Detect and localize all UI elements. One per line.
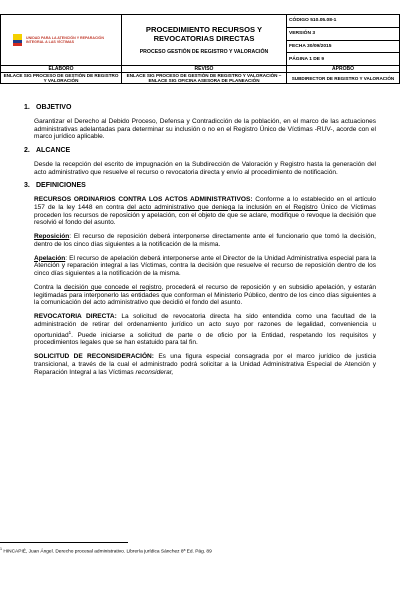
logo-cell — [1, 15, 122, 66]
approved-label: APROBÓ — [287, 66, 400, 73]
definition-recursos-ordinarios — [34, 196, 376, 227]
section-alcance-heading — [24, 147, 376, 155]
section-title: OBJETIVO — [36, 104, 72, 111]
definition-text: : El recurso de reposición deberá interponerse directamente ante el funcionario que tomó la decisión, dentro de los cinco días siguientes a la notificación de la misma. — [34, 233, 376, 248]
objetivo-paragraph: Garantizar el Derecho al Debido Proceso, Defensa y Contradicción de la población, en el marco de las actuaciones administrativas adelantadas para determinar su inclusión o no en el Registro Único de Víctimas -RUV-, acorde con el marco jurídico aplicable. — [34, 117, 376, 141]
document-date: FECHA 30/09/2015 — [289, 43, 332, 49]
reviewed-by: ENLACE SIG PROCESO DE GESTIÓN DE REGISTRO Y VALORACIÓN – ENLACE SIG OFICINA ASESORA DE PLANEACIÓN — [122, 73, 287, 84]
italic-text: reconsiderar, — [135, 368, 174, 376]
page-cell — [287, 53, 400, 66]
code-cell — [287, 15, 400, 28]
document-body — [24, 104, 376, 382]
document-code: CÓDIGO 510.05.08-1 — [289, 18, 337, 24]
definition-text: Único de Víctimas proceden los recursos de reposición y apelación, con el objeto de que se aclare, modifique o revoque la decisión que resolvió el fondo del asunto. — [34, 203, 376, 227]
section-number: 1. — [24, 104, 30, 111]
definition-text: , procederá el recurso de reposición y en subsidio apelación, y estarán legitimadas para interponerlo las entidades que conforman el Ministerio Público, dentro de los cinco días siguientes a la comunicación del acto administrativo que decidió el fondo del asunto. — [34, 283, 376, 307]
definition-text: : El recurso de apelación deberá interponerse ante el Director de la Unidad Administrativa especial para la Atención y reparación integral a las Víctimas, contra la decisión que resuelve el recurso de reposición dentro de los cinco días siguientes a la notificación de la misma. — [34, 254, 376, 277]
underlined-text: decisión que concede el registro — [64, 283, 162, 291]
footnote-divider — [0, 542, 128, 543]
elaborated-by: ENLACE SIG PROCESO DE GESTIÓN DE REGISTRO Y VALORACIÓN — [1, 73, 122, 84]
date-cell — [287, 40, 400, 53]
document-process: PROCESO GESTIÓN DE REGISTRO Y VALORACIÓN — [139, 49, 269, 55]
definition-revocatoria-directa — [34, 313, 376, 347]
section-number: 3. — [24, 182, 30, 190]
footnote-marker: 1 — [68, 329, 72, 335]
definition-term: RECURSOS ORDINARIOS CONTRA LOS ACTOS ADMINISTRATIVOS: — [34, 196, 253, 203]
section-definiciones-heading — [24, 182, 376, 190]
elaborated-label: ELABORÓ — [1, 66, 122, 73]
definition-text: La solicitud de revocatoria directa ha sido entendida como una facultad de la administración de retirar del ordenamiento jurídico un acto suyo por razones de legalidad, conveniencia u oportunidad — [34, 313, 376, 339]
document-header — [0, 14, 400, 84]
document-version: VERSIÓN 3 — [289, 31, 316, 37]
footnote — [0, 547, 380, 555]
definition-apelacion — [34, 255, 376, 278]
definition-reposicion — [34, 233, 376, 249]
section-title: ALCANCE — [36, 147, 71, 154]
definition-term: SOLICITUD DE RECONSIDERACIÓN: — [34, 353, 154, 361]
title-cell — [122, 15, 287, 66]
definition-concede-registro — [34, 284, 376, 307]
page-number: PÁGINA 1 DE 9 — [289, 56, 325, 62]
underlined-text: del acto administrativo que deniega la inclusión en el Registro — [127, 203, 318, 211]
section-objetivo-heading — [24, 104, 376, 112]
definition-text: Contra la — [34, 283, 65, 291]
alcance-paragraph: Desde la recepción del escrito de impugnación en la Subdirección de Valoración y Registro hasta la generación del acto administrativo que resuelve el recurso o revocatoria directa y envío al procedimiento de notificación. — [34, 160, 376, 176]
version-cell — [287, 27, 400, 40]
definition-term: REVOCATORIA DIRECTA: — [34, 313, 117, 320]
approved-by: SUBDIRECTOR DE REGISTRO Y VALORACIÓN — [287, 73, 400, 84]
footnote-number: 1 — [0, 547, 2, 551]
definition-reconsideracion — [34, 353, 376, 376]
unit-logo — [3, 34, 119, 46]
section-number: 2. — [24, 147, 30, 154]
footnote-text: HINCAPIÉ, Juan Ángel. Derecho procesal administrativo. Librería jurídica Sánchez 8ª Ed. Pág. 89 — [2, 549, 212, 555]
definition-term: Reposición — [34, 233, 70, 240]
document-title: PROCEDIMIENTO RECURSOS Y REVOCATORIAS DIRECTAS — [145, 25, 263, 43]
definition-text: Es una figura especial consagrada por el marco jurídico de justicia transicional, a través de la cual el administrado podrá solicitar a la Unidad Administrativa Especial de Atención y Reparación Integral a las Víctimas — [34, 353, 376, 376]
definition-term: Apelación — [34, 254, 66, 262]
logo-text: UNIDAD PARA LA ATENCIÓN Y REPARACIÓN INTEGRAL A LAS VÍCTIMAS — [26, 35, 104, 44]
definition-text: Conforme a lo establecido en el artículo 157 de la ley 1448 en contra — [34, 196, 376, 211]
section-title: DEFINICIONES — [36, 182, 86, 190]
colombia-flag-icon — [13, 34, 22, 46]
definition-text: . Puede iniciarse a solicitud de parte o de oficio por la Entidad, respetando los requisitos y procedimientos legales que se han estatuido para tal fin. — [34, 331, 376, 347]
reviewed-label: REVISÓ — [122, 66, 287, 73]
